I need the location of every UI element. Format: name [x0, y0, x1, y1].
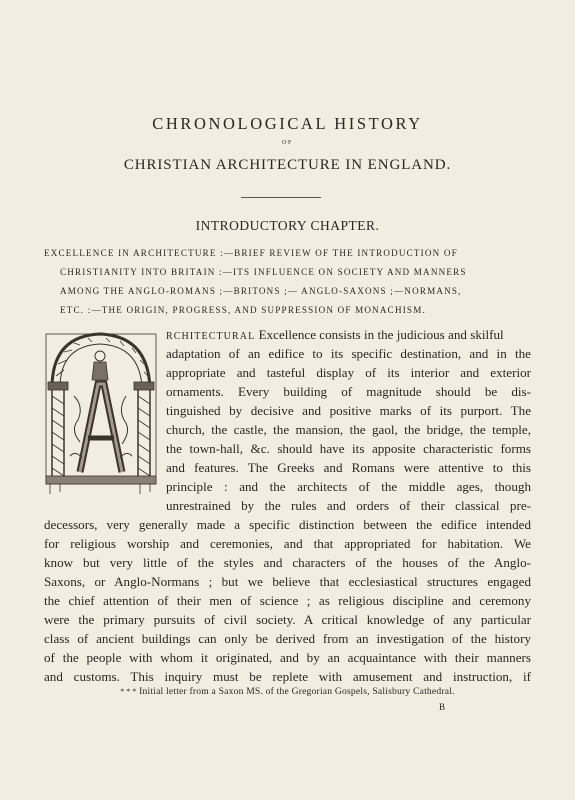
text-line: of the people with whom it originated, and by an acquaintance with their manners	[44, 650, 531, 665]
text-line: know but very little of the styles and characters of the houses of the Anglo-	[44, 555, 531, 570]
chapter-heading: INTRODUCTORY CHAPTER.	[195, 218, 380, 233]
text-line: adaptation of an edifice to its specific destination, and in the	[166, 346, 531, 361]
illuminated-initial-a-icon	[40, 326, 164, 502]
summary-line: CHRISTIANITY INTO BRITAIN :—ITS INFLUENCE ON SOCIETY AND MANNERS	[60, 267, 467, 277]
illuminated-initial-a	[40, 326, 164, 502]
text-line: principle : and the architects of the middle ages, though	[166, 479, 531, 494]
text-line: decessors, very generally made a specific distinction between the edifice intended	[44, 517, 531, 532]
signature-mark: B	[439, 702, 446, 712]
text-line: tinguished by decisive and positive marks of its purport. The	[166, 403, 531, 418]
summary-line: ETC. :—THE ORIGIN, PROGRESS, AND SUPPRESSION OF MONACHISM.	[60, 305, 426, 315]
text-line: the town-hall, &c. should have its apposite characteristic forms	[166, 441, 531, 456]
text-line: and features. The Greeks and Romans were attentive to this	[166, 460, 531, 475]
opening-small-caps: RCHITECTURAL	[166, 331, 256, 342]
text-line: and customs. This inquiry must be replete with amusement and instruction, if	[44, 669, 531, 684]
text-line: ornaments. Every building of magnitude should be dis-	[166, 384, 531, 399]
text-line: Saxons, or Anglo-Normans ; but we believe that ecclesiastical structures engaged	[44, 574, 531, 589]
text-line: church, the castle, the mansion, the gaol, the bridge, the temple,	[166, 422, 531, 437]
title-connector: OF	[282, 140, 293, 146]
text-line: were the primary pursuits of civil society. A critical knowledge of any particular	[44, 612, 531, 627]
text-line: class of ancient buildings can only be derived from an investigation of the history	[44, 631, 531, 646]
summary-line: AMONG THE ANGLO-ROMANS ;—BRITONS ;— ANGLO-SAXONS ;—NORMANS,	[60, 286, 462, 296]
footnote-text: Initial letter from a Saxon MS. of the Gregorian Gospels, Salisbury Cathedral.	[139, 686, 455, 697]
first-line	[166, 326, 531, 346]
page-subtitle: CHRISTIAN ARCHITECTURE IN ENGLAND.	[123, 157, 452, 173]
footnote	[0, 686, 575, 697]
first-line-rest: Excellence consists in the judicious and skilful	[258, 327, 504, 342]
footnote-asterism: * * *	[120, 687, 137, 696]
summary-line: EXCELLENCE IN ARCHITECTURE :—BRIEF REVIEW OF THE INTRODUCTION OF	[44, 248, 458, 258]
text-line: appropriate and tasteful display of its interior and exterior	[166, 365, 531, 380]
text-line: unrestrained by the rules and orders of their classical pre-	[166, 498, 531, 513]
text-line: the chief attention of their men of science ; as religious discipline and ceremony	[44, 593, 531, 608]
page-title: CHRONOLOGICAL HISTORY	[152, 114, 423, 133]
text-line: for religious worship and ceremonies, and that appropriated for habitation. We	[44, 536, 531, 551]
title-rule	[241, 197, 321, 198]
